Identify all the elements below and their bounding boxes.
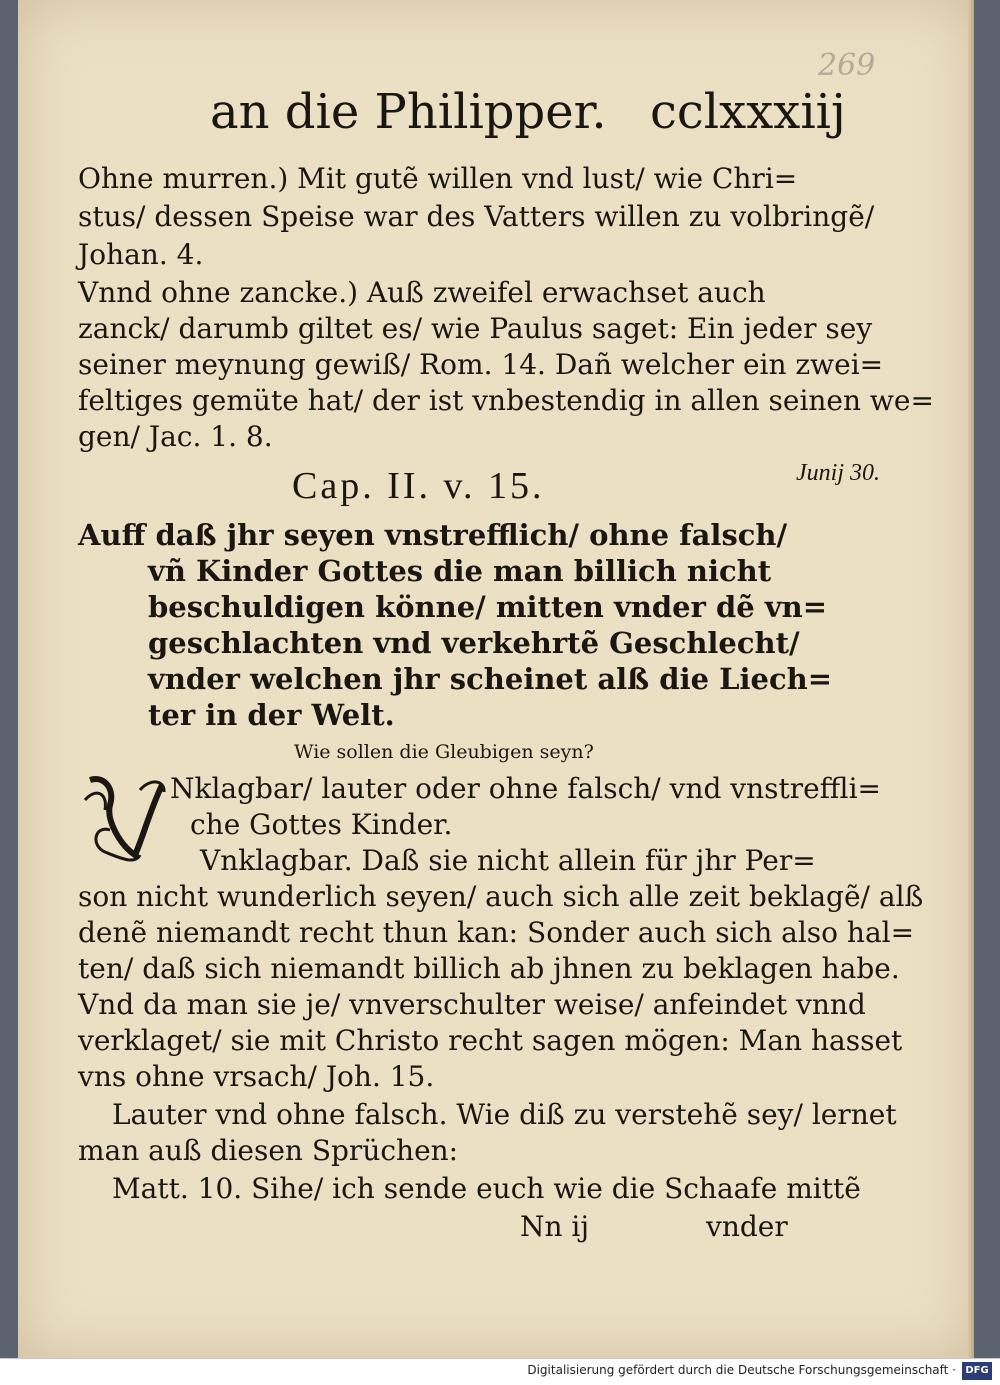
text-line: feltiges gemüte hat/ der ist vnbestendig in allen seinen we=: [78, 384, 934, 417]
chapter-verse-heading: Cap. II. v. 15.: [292, 465, 545, 507]
text-line: Vnd da man sie je/ vnverschulter weise/ anfeindet vnnd: [78, 988, 866, 1021]
running-title: an die Philipper.: [210, 84, 607, 140]
text-line: Johan. 4.: [78, 238, 204, 271]
text-line: stus/ dessen Speise war des Vatters willen zu volbringẽ/: [78, 200, 875, 233]
verse-line: vnder welchen jhr scheinet alß die Liech=: [148, 662, 833, 696]
text-line: man auß diesen Sprüchen:: [78, 1134, 459, 1167]
text-line: Vnnd ohne zancke.) Auß zweifel erwachset auch: [78, 276, 766, 309]
catchword: vnder: [706, 1210, 788, 1243]
text-line: Nklagbar/ lauter oder ohne falsch/ vnd vnstreffli=: [170, 772, 881, 805]
signature-mark: Nn ij: [520, 1210, 590, 1243]
text-line: seiner meynung gewiß/ Rom. 14. Dañ welcher ein zwei=: [78, 348, 884, 381]
verse-line: vñ Kinder Gottes die man billich nicht: [148, 554, 772, 588]
text-line: son nicht wunderlich seyen/ auch sich alle zeit beklagẽ/ alß: [78, 880, 924, 913]
page-number: cclxxxiij: [650, 84, 846, 140]
page-edge: [968, 0, 974, 1358]
verse-line: Auff daß jhr seyen vnstrefflich/ ohne falsch/: [78, 518, 788, 552]
dfg-logo: DFG: [962, 1362, 992, 1380]
verse-line: ter in der Welt.: [148, 698, 395, 732]
verse-line: beschuldigen könne/ mitten vnder dẽ vn=: [148, 590, 828, 624]
text-line: che Gottes Kinder.: [190, 808, 453, 841]
text-line: Lauter vnd ohne falsch. Wie diß zu verstehẽ sey/ lernet: [112, 1098, 897, 1131]
margin-date-note: Junij 30.: [796, 460, 880, 486]
text-line: vns ohne vrsach/ Joh. 15.: [78, 1060, 435, 1093]
text-line: ten/ daß sich niemandt billich ab jhnen zu beklagen habe.: [78, 952, 900, 985]
decorated-initial-v: [80, 770, 170, 870]
running-header: [200, 84, 846, 154]
text-line: Ohne murren.) Mit gutẽ willen vnd lust/ wie Chri=: [78, 162, 798, 195]
text-line: Vnklagbar. Daß sie nicht allein für jhr Per=: [200, 844, 816, 877]
text-line: zanck/ darumb giltet es/ wie Paulus saget: Ein jeder sey: [78, 312, 873, 345]
text-line: verklaget/ sie mit Christo recht sagen mögen: Man hasset: [78, 1024, 903, 1057]
verse-line: geschlachten vnd verkehrtẽ Geschlecht/: [148, 626, 800, 660]
section-subheading: Wie sollen die Gleubigen seyn?: [294, 741, 594, 763]
text-line: Matt. 10. Sihe/ ich sende euch wie die Schaafe mittẽ: [112, 1172, 861, 1205]
footer-bar: [0, 1358, 1000, 1385]
funding-notice: Digitalisierung gefördert durch die Deutsche Forschungsgemeinschaft ·: [527, 1363, 956, 1377]
pencil-folio-number: 269: [818, 48, 876, 83]
text-line: gen/ Jac. 1. 8.: [78, 420, 273, 453]
text-line: denẽ niemandt recht thun kan: Sonder auch sich also hal=: [78, 916, 915, 949]
